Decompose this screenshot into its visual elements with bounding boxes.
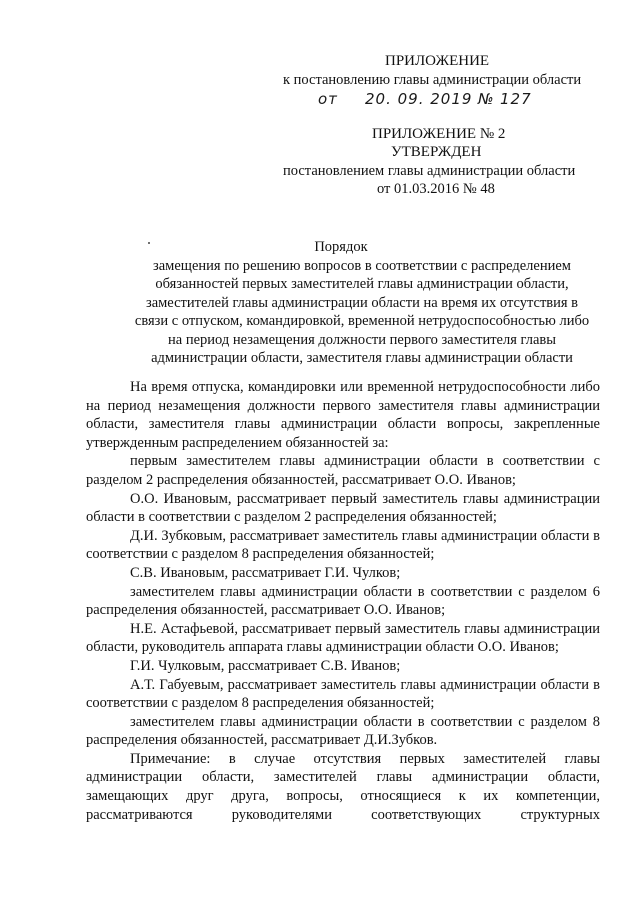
- approved-label: УТВЕРЖДЕН: [391, 144, 482, 160]
- paragraph-text: О.О. Ивановым, рассматривает первый заместитель главы администрации области в соответствии с разделом 2 распределения обязанностей;: [86, 490, 600, 526]
- paragraph-intro: [86, 378, 600, 452]
- handwritten-number: 127: [500, 90, 532, 108]
- order-title-line-6: администрации области, заместителя главы администрации области: [151, 350, 573, 366]
- paragraph-text: С.В. Ивановым, рассматривает Г.И. Чулков;: [130, 564, 401, 581]
- order-title-line-4: связи с отпуском, командировкой, временной нетрудоспособностью либо: [134, 313, 590, 329]
- order-title-line-2: обязанностей первых заместителей главы администрации области,: [155, 276, 569, 292]
- handwritten-date-prefix: от: [318, 90, 338, 108]
- order-heading: Порядок: [314, 239, 368, 255]
- paragraph-text: А.Т. Габуевым, рассматривает заместитель главы администрации области в соответствии с разделом 8 распределения обязанностей;: [86, 676, 600, 712]
- paragraph-item: [86, 527, 600, 564]
- paragraph-note: [86, 750, 600, 824]
- paragraph-text: Н.Е. Астафьевой, рассматривает первый заместитель главы администрации области, руководитель аппарата главы администрации области О.О. Иванов;: [86, 620, 600, 656]
- paragraph-text: Д.И. Зубковым, рассматривает заместитель главы администрации области в соответствии с разделом 8 распределения обязанностей;: [86, 527, 600, 563]
- appendix-to: к постановлению главы администрации области: [283, 72, 582, 88]
- paragraph-item: [86, 564, 600, 583]
- paragraph-text: Примечание: в случае отсутствия первых заместителей главы администрации области, заместителей главы администрации области, замещающих друг друга, вопросы, относящиеся к их компетенции, рассматриваются руководителями соответствующих структурных: [86, 750, 600, 823]
- handwritten-date: 20. 09. 2019: [365, 90, 473, 108]
- paragraph-item: [86, 583, 600, 620]
- document-body: [86, 378, 600, 824]
- order-title-line-1: замещения по решению вопросов в соответствии с распределением: [153, 257, 571, 274]
- paragraph-text: заместителем главы администрации области в соответствии с разделом 6 распределения обязанностей, рассматривает О.О. Иванов;: [86, 583, 600, 619]
- appendix-title: ПРИЛОЖЕНИЕ: [385, 53, 490, 69]
- order-title-line-5: на период незамещения должности первого заместителя главы: [168, 331, 556, 348]
- approved-by: постановлением главы администрации области: [283, 163, 576, 179]
- appendix2-title: ПРИЛОЖЕНИЕ № 2: [372, 126, 506, 142]
- paragraph-item: [86, 713, 600, 750]
- paragraph-item: [86, 620, 600, 657]
- paragraph-item: [86, 676, 600, 713]
- order-title-block: [0, 238, 640, 368]
- paragraph-text: На время отпуска, командировки или временной нетрудоспособности либо на период незамещения должности первого заместителя главы администрации области, заместителя главы администрации области вопросы, закрепленные утвержденным распределением обязанностей за:: [86, 379, 600, 451]
- paragraph-text: Г.И. Чулковым, рассматривает С.В. Иванов;: [130, 657, 401, 674]
- paragraph-item: [86, 657, 600, 676]
- approved-date: от 01.03.2016 № 48: [377, 181, 495, 197]
- paragraph-item: [86, 452, 600, 489]
- paragraph-text: заместителем главы администрации области в соответствии с разделом 8 распределения обязанностей, рассматривает Д.И.Зубков.: [86, 713, 600, 749]
- handwritten-number-prefix: №: [478, 90, 495, 108]
- paragraph-text: первым заместителем главы администрации области в соответствии с разделом 2 распределения обязанностей, рассматривает О.О. Иванов;: [86, 453, 600, 488]
- order-title-line-3: заместителей главы администрации области на время их отсутствия в: [145, 294, 579, 311]
- paragraph-item: [86, 490, 600, 527]
